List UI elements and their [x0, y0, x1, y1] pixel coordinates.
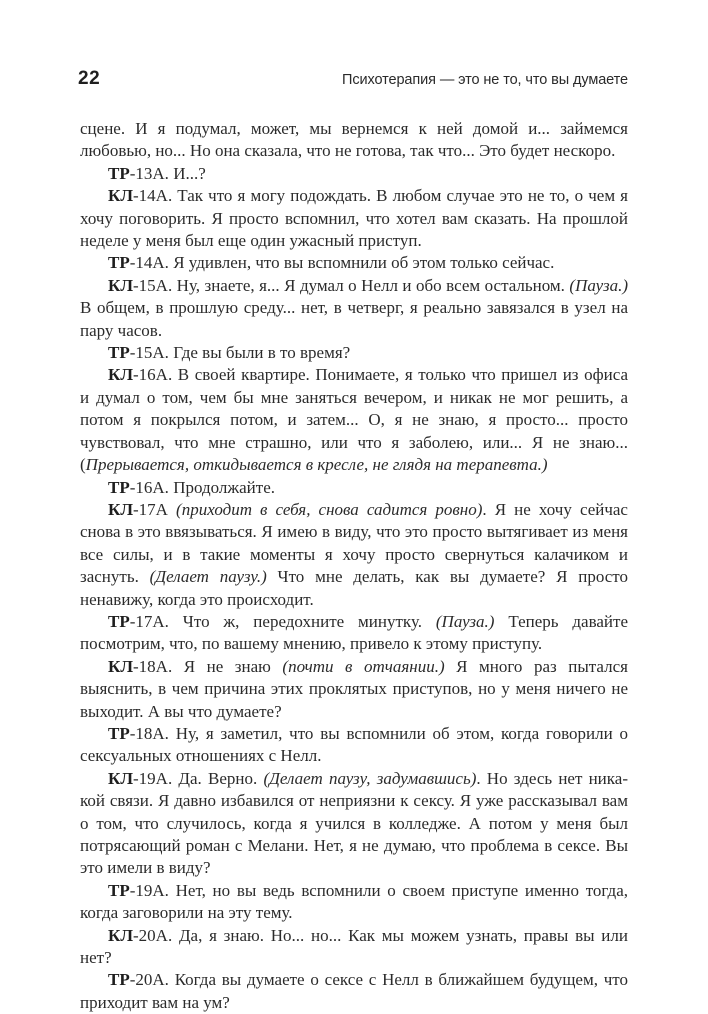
dialogue-paragraph [80, 252, 628, 274]
turn-code: -19А. [133, 768, 173, 788]
speech-text: Когда вы думаете о сексе с Нелл в ближайшем будущем, что приходит вам на ум? [80, 970, 628, 1012]
dialogue-paragraph [80, 880, 628, 925]
dialogue-paragraph [80, 185, 628, 252]
speaker-label: КЛ [108, 925, 133, 945]
turn-code: -17А. [129, 611, 169, 631]
speech-text: Так что я могу подождать. В любом случае это не то, о чем я хочу поговорить. Я просто вспомнил, что хотел вам сказать. На прошлой неделе у меня был еще один ужасный приступ. [80, 186, 628, 251]
dialogue [80, 163, 628, 1014]
speaker-label: ТР [108, 611, 130, 631]
speech-text: Да, я знаю. Но... но... Как мы можем узнать, правы вы или нет? [80, 925, 628, 968]
speaker-label: ТР [108, 970, 130, 990]
speech-text: Я много раз пытался выяснить, в чем причина этих проклятых приступов, но у меня ничего не выходит. А вы что думаете? [80, 656, 628, 721]
dialogue-paragraph [80, 275, 628, 342]
speech-text: Я не знаю [172, 656, 283, 676]
dialogue-paragraph [80, 969, 628, 1014]
turn-code: -16А. [129, 477, 169, 497]
dialogue-paragraph [80, 925, 628, 970]
dialogue-paragraph [80, 364, 628, 476]
speech-text: Теперь давайте посмотрим, что, по вашему мнению, привело к этому приступу. [80, 611, 629, 654]
stage-remark: (Пауза.) [435, 611, 495, 631]
turn-code: -18А. [129, 723, 169, 743]
running-title: Психотерапия — это не то, что вы думаете [342, 72, 628, 88]
turn-code: -20А. [133, 925, 173, 945]
dialogue-paragraph [80, 342, 628, 364]
dialogue-paragraph [80, 656, 628, 723]
speech-text: . Я не хочу сейчас снова в это ввязываться. Я имею в виду, что это просто вытягивает из меня все силы, и в такие моменты я хочу просто свернуться калачиком и заснуть. [80, 499, 628, 587]
speech-text: Что ж, передохните минутку. [168, 611, 436, 631]
dialogue-paragraph [80, 163, 628, 185]
speaker-label: ТР [108, 880, 130, 900]
turn-code: -18А. [133, 656, 173, 676]
speaker-label: КЛ [108, 365, 133, 385]
speech-text: Я удивлен, что вы вспомнили об этом только сейчас. [168, 253, 555, 273]
turn-code: -15А. [129, 343, 169, 363]
speaker-label: ТР [108, 477, 130, 497]
continuation-paragraph: сцене. И я подумал, может, мы вернемся к ней домой и... займемся любовью, но... Но она сказала, что не готова, так что... Это будет нескоро. [80, 119, 628, 161]
speech-text: Где вы были в то время? [168, 343, 351, 363]
speaker-label: ТР [108, 343, 130, 363]
speaker-label: ТР [108, 723, 130, 743]
speech-text: Нет, но вы ведь вспомнили о своем приступе именно тогда, когда заговорили на эту тему. [80, 880, 628, 923]
turn-code: -20А. [129, 970, 169, 990]
speaker-label: КЛ [108, 186, 133, 206]
stage-remark: (Делает паузу, задумавшись) [263, 768, 477, 788]
speech-text: Ну, знаете, я... Я думал о Нелл и обо всем остальном. [172, 275, 570, 295]
stage-remark: (приходит в себя, снова садится ровно) [176, 499, 483, 519]
turn-code: -16А. [133, 365, 173, 385]
dialogue-paragraph [80, 499, 628, 611]
speaker-label: КЛ [108, 656, 133, 676]
speech-text: Ну, я заметил, что вы вспомнили об этом, когда говорили о сексуальных отношениях с Нелл. [80, 723, 628, 766]
speech-text: Продолжайте. [168, 477, 275, 497]
speech-text: В своей квартире. Понимаете, я только что пришел из офиса и думал о том, чем бы мне заняться вечером, и никак не мог решить, а потом я покрылся потом, и затем... О, я не знаю, я просто... просто чувствовал, что мне страшно, или что я заболею, или... Я не знаю... ( [80, 365, 628, 475]
speaker-label: ТР [108, 253, 130, 273]
stage-remark: (Пауза.) [569, 275, 628, 295]
turn-code: -19А. [129, 880, 169, 900]
page-number: 22 [78, 68, 101, 89]
speech-text: Да. Верно. [172, 768, 264, 788]
speaker-label: ТР [108, 163, 130, 183]
body-text [80, 118, 628, 1014]
speaker-label: КЛ [108, 275, 133, 295]
dialogue-paragraph [80, 768, 628, 880]
dialogue-paragraph [80, 477, 628, 499]
turn-code: -17А [133, 499, 177, 519]
dialogue-paragraph [80, 611, 628, 656]
page-header [78, 68, 628, 96]
speaker-label: КЛ [108, 499, 133, 519]
speech-text: И...? [168, 163, 206, 183]
turn-code: -15А. [133, 275, 173, 295]
stage-remark: (Делает паузу.) [149, 567, 267, 587]
turn-code: -14А. [129, 253, 169, 273]
speaker-label: КЛ [108, 768, 133, 788]
turn-code: -14А. [133, 186, 173, 206]
turn-code: -13А. [129, 163, 169, 183]
stage-remark: Прерывается, откидывается в кресле, не глядя на терапевта.) [85, 455, 548, 475]
speech-text: В общем, в прошлую среду... нет, в четверг, я реально завязался в узел на пару часов. [80, 298, 628, 340]
speech-text: Что мне делать, как вы думаете? Я просто ненавижу, когда это происходит. [80, 567, 628, 609]
speech-text: . Но здесь нет никакой связи. Я давно избавился от неприязни к сексу. Я уже рассказывал вам о том, что случилось, когда я учился в колледже. А потом у меня был потрясающий роман с Мелани. Нет, я не думаю, что проблема в сексе. Вы это имели в виду? [80, 768, 629, 878]
stage-remark: (почти в отчаянии.) [282, 656, 445, 676]
dialogue-paragraph [80, 723, 628, 768]
